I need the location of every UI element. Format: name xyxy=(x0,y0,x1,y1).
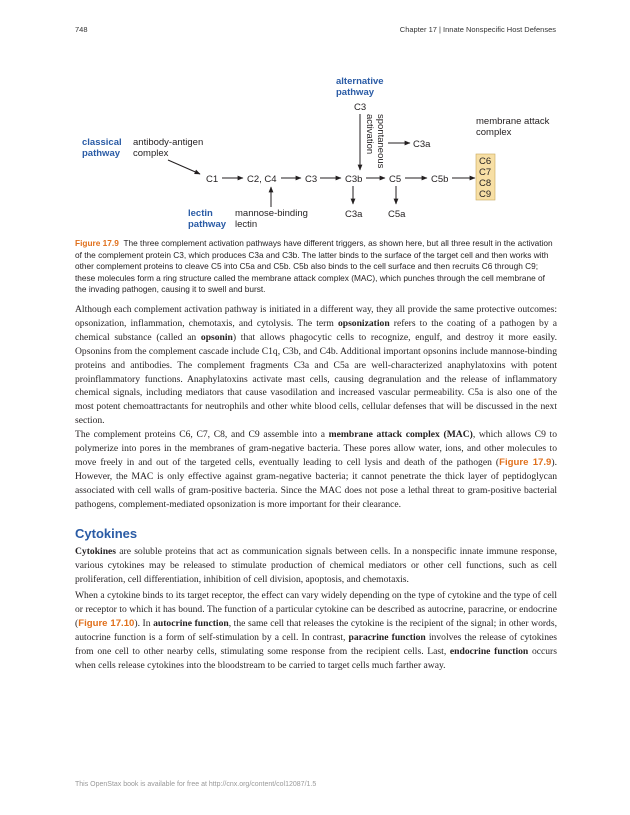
c3-label: C3 xyxy=(305,174,318,185)
paragraph-cytokines: Cytokines are soluble proteins that act as communication signals between cells. In a nonspecific innate immune response, various cytokines may be released to stimulate production of chemical mediators or other cell functions, such as cell proliferation, cell differentiation, inhibition of cell division, apoptosis, and chemotaxis. xyxy=(75,546,557,585)
c5a-bottom-label: C5a xyxy=(388,209,406,220)
figure-caption-text: The three complement activation pathways have different triggers, as shown here, but all three result in the activation of the complement protein C3, which produces C3a and C3b. The latter binds to the surface of the target cell and then works with other complement proteins to cleave C5 into C5a and C5b. C5b also binds to the cell surface and then recruits C6 through C9; these molecules form a ring structure called the membrane attack complex (MAC), which punches through the cell membrane of the invading pathogen, causing it to swell and burst. xyxy=(75,238,553,295)
paragraph-mac: The complement proteins C6, C7, C8, and C9 assemble into a membrane attack complex (MAC), which allows C9 to polymerize into pores in the membranes of gram-negative bacteria. These pores allow water, ions, and other molecules to move freely in and out of the targeted cells, eventually leading to cell lysis and death of the pathogen (Figure 17.9). However, the MAC is only effective against gram-negative bacteria; it cannot penetrate the thick layer of peptidoglycan associated with cell walls of gram-positive bacteria. Since the MAC does not pose a lethal threat to gram-positive bacterial pathogens, complement-mediated opsonization is more important for their clearance. xyxy=(75,429,557,510)
lectin-pathway-label-1: lectin xyxy=(188,208,213,219)
alt-c3-label: C3 xyxy=(354,102,367,113)
figure-caption xyxy=(75,238,557,296)
c7-label: C7 xyxy=(479,167,492,178)
c9-label: C9 xyxy=(479,189,492,200)
spontaneous-label-2: activation xyxy=(364,114,375,155)
mannose-label-1: mannose-binding xyxy=(235,208,308,219)
antibody-antigen-label-2: complex xyxy=(133,148,169,159)
antibody-antigen-label-1: antibody-antigen xyxy=(133,137,204,148)
section-heading-cytokines: Cytokines xyxy=(75,526,138,541)
page-number: 748 xyxy=(75,25,88,34)
term-opsonization: opsonization xyxy=(337,317,390,329)
c6-label: C6 xyxy=(479,156,492,167)
term-mac: membrane attack complex (MAC) xyxy=(328,429,473,440)
figure-caption-label: Figure 17.9 xyxy=(75,238,119,248)
term-endocrine: endocrine function xyxy=(449,645,529,657)
arrow-antibody-to-c1 xyxy=(168,160,200,174)
classical-pathway-label-2: pathway xyxy=(82,148,121,159)
c3a-bottom-label: C3a xyxy=(345,209,363,220)
c3a-top-label: C3a xyxy=(413,139,431,150)
c2c4-label: C2, C4 xyxy=(247,174,277,185)
alternative-pathway-label-1: alternative xyxy=(336,76,384,87)
alternative-pathway-label-2: pathway xyxy=(336,87,375,98)
c3b-label: C3b xyxy=(345,174,363,185)
mac-label-1: membrane attack xyxy=(476,116,550,127)
paragraph-opsonization: Although each complement activation pathway is initiated in a different way, they all provide the same protective outcomes: opsonization, inflammation, chemotaxis, and cytolysis. The term opsonization refers to the coating of a pathogen by a chemical substance (called an opsonin) that allows phagocytic cells to recognize, engulf, and destroy it more easily. Opsonins from the complement cascade include C1q, C3b, and C4b. Additional important opsonins include mannose-binding proteins and antibodies. The complement fragments C3a and C5a are well-characterized anaphylatoxins with potent proinflammatory functions. Anaphylatoxins activate mast cells, causing degranulation and the release of inflammatory chemical signals, including mediators that cause vasodilation and increased vascular permeability. C5a is also one of the most potent chemoattractants for neutrophils and other white blood cells, cellular defenses that will be discussed in the next section. xyxy=(75,304,558,427)
complement-pathways-diagram xyxy=(0,70,630,235)
term-cytokines: Cytokines xyxy=(75,546,117,557)
mac-label-2: complex xyxy=(476,127,512,138)
classical-pathway-label-1: classical xyxy=(82,137,122,148)
spontaneous-label-1: spontaneous xyxy=(375,114,386,169)
paragraph-cytokine-functions: When a cytokine binds to its target receptor, the effect can vary widely depending on the type of cytokine and the type of cell or receptor to which it has bound. The function of a particular cytokine can be described as autocrine, paracrine, or endocrine (Figure 17.10). In autocrine function, the same cell that releases the cytokine is the recipient of the signal; in other words, autocrine function is a form of self-stimulation by a cell. In contrast, paracrine function involves the release of cytokines from one cell to other nearby cells, stimulating some response from the recipient cells. Last, endocrine function occurs when cells release cytokines into the bloodstream to be carried to target cells much farther away. xyxy=(75,590,558,671)
footer-note: This OpenStax book is available for free at http://cnx.org/content/col12087/1.5 xyxy=(75,781,317,788)
c1-label: C1 xyxy=(206,174,219,185)
c5-label: C5 xyxy=(389,174,402,185)
figure-17-10-link[interactable]: Figure 17.10 xyxy=(78,617,135,629)
mannose-label-2: lectin xyxy=(235,219,258,230)
term-opsonin: opsonin xyxy=(200,331,233,343)
c5b-label: C5b xyxy=(431,174,449,185)
term-autocrine: autocrine function xyxy=(153,617,229,629)
chapter-header: Chapter 17 | Innate Nonspecific Host Defenses xyxy=(399,25,556,34)
figure-17-9-link[interactable]: Figure 17.9 xyxy=(499,456,552,468)
lectin-pathway-label-2: pathway xyxy=(188,219,227,230)
term-paracrine: paracrine function xyxy=(348,631,426,643)
c8-label: C8 xyxy=(479,178,492,189)
